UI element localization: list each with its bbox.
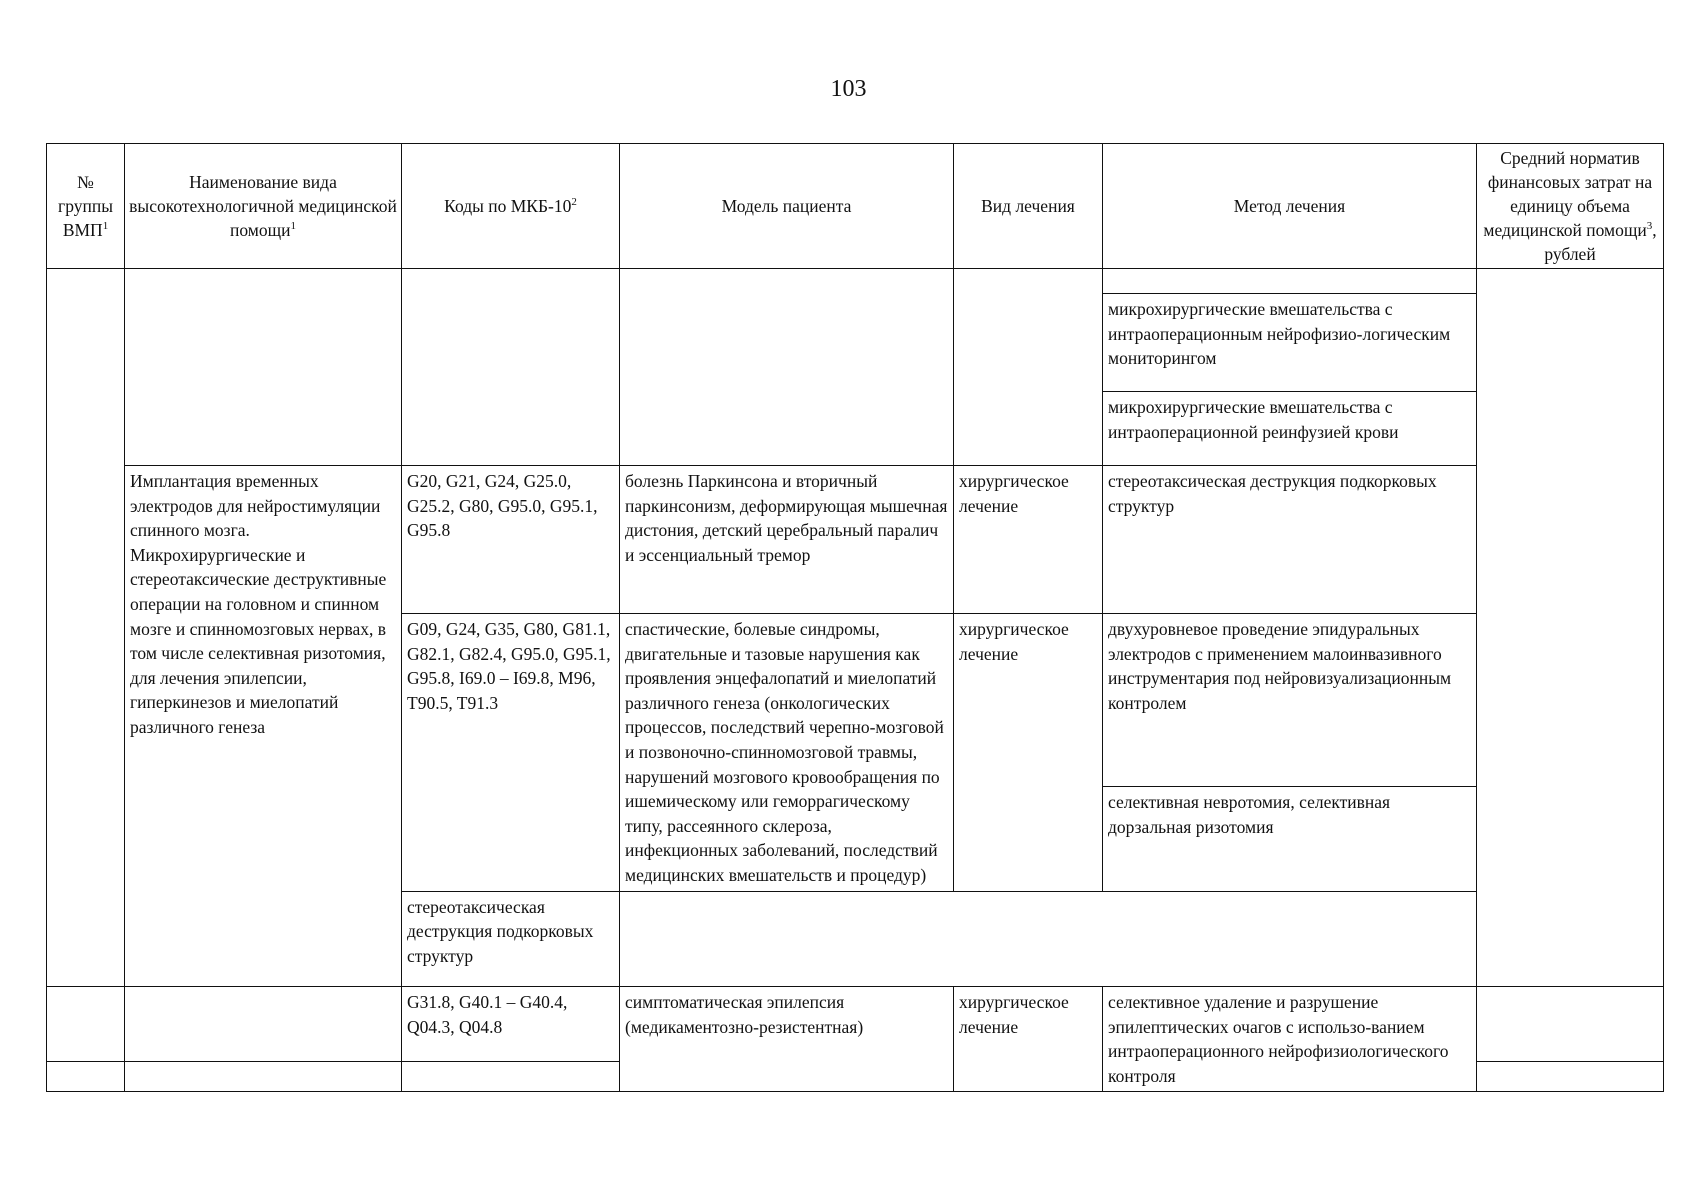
header-patient-model: Модель пациента [620,144,954,269]
model-cell: спастические, болевые синдромы, двигательные и тазовые нарушения как проявления энцефалопатий и миелопатий различного генеза (онкологических процессов, последствий черепно-мозговой и позвоночно-спинномозговой травмы, нарушений мозгового кровообращения по ишемическому или геморрагическому типу, рассеянного склероза, инфекционных заболеваний, последствий медицинских вмешательств и процедур) [620,614,954,892]
table-row [47,987,1664,1092]
care-type-cell [125,987,402,1092]
method-cell: двухуровневое проведение эпидуральных электродов с применением малоинвазивного инструментария под нейровизуализационным контролем [1103,614,1477,787]
method-cell: микрохирургические вмешательства с интраоперационной реинфузией крови [1103,392,1477,466]
model-cell: симптоматическая эпилепсия (медикаментозно-резистентная) [620,987,954,1092]
header-treatment-type: Вид лечения [954,144,1103,269]
codes-cell: G09, G24, G35, G80, G81.1, G82.1, G82.4, G95.0, G95.1, G95.8, I69.0 – I69.8, M96, T90.5, T91.3 [402,614,620,892]
header-care-type: Наименование вида высокотехнологичной медицинской помощи$^1$ [125,144,402,269]
method-cell: стереотаксическая деструкция подкорковых структур [402,891,620,1061]
treatment-cell: хирургическое лечение [954,987,1103,1092]
table-row [47,466,1664,614]
care-type-cell: Имплантация временных электродов для нейростимуляции спинного мозга. Микрохирургические и стереотаксические деструктивные операции на головном и спинном мозге и спинномозговых нервах, в том числе селективная ризотомия, для лечения эпилепсии, гиперкинезов и миелопатий различного генеза [125,466,402,1062]
treatment-cell: хирургическое лечение [954,466,1103,614]
method-cell: микрохирургические вмешательства с интраоперационным нейрофизио-логическим мониторингом [1103,294,1477,392]
method-cell: стереотаксическая деструкция подкорковых структур [1103,466,1477,614]
header-icd-codes: Коды по МКБ-$10^2$ [402,144,620,269]
treatment-cell: хирургическое лечение [954,614,1103,892]
table-header-row [47,144,1664,269]
cost-cell [1477,987,1664,1092]
header-cost-standard: Средний норматив финансовых затрат на единицу объема медицинской помощи$^3$, рублей [1477,144,1664,269]
codes-cell: G31.8, G40.1 – G40.4, Q04.3, Q04.8 [402,987,620,1092]
vmp-table [46,143,1664,1062]
vmp-table-continued [46,986,1664,1092]
group-number-cell [47,269,125,1062]
table-row [47,269,1664,294]
codes-cell-prev [402,269,620,466]
page-number: 103 [830,76,867,102]
header-treatment-method: Метод лечения [1103,144,1477,269]
model-cell: болезнь Паркинсона и вторичный паркинсонизм, деформирующая мышечная дистония, детский церебральный паралич и эссенциальный тремор [620,466,954,614]
codes-cell: G20, G21, G24, G25.0, G25.2, G80, G95.0, G95.1, G95.8 [402,466,620,614]
group-number-cell [47,987,125,1092]
header-group-number: № группы ВМП$^1$ [47,144,125,269]
method-cell: селективная невротомия, селективная дорзальная ризотомия [1103,787,1477,891]
care-type-cell-prev [125,269,402,466]
method-cell: селективное удаление и разрушение эпилептических очагов с использо-ванием интраоперационного нейрофизиологического контроля [1103,987,1477,1092]
model-cell-prev [620,269,954,466]
cost-cell [1477,269,1664,1062]
method-cell [1103,269,1477,294]
treatment-cell-prev [954,269,1103,466]
